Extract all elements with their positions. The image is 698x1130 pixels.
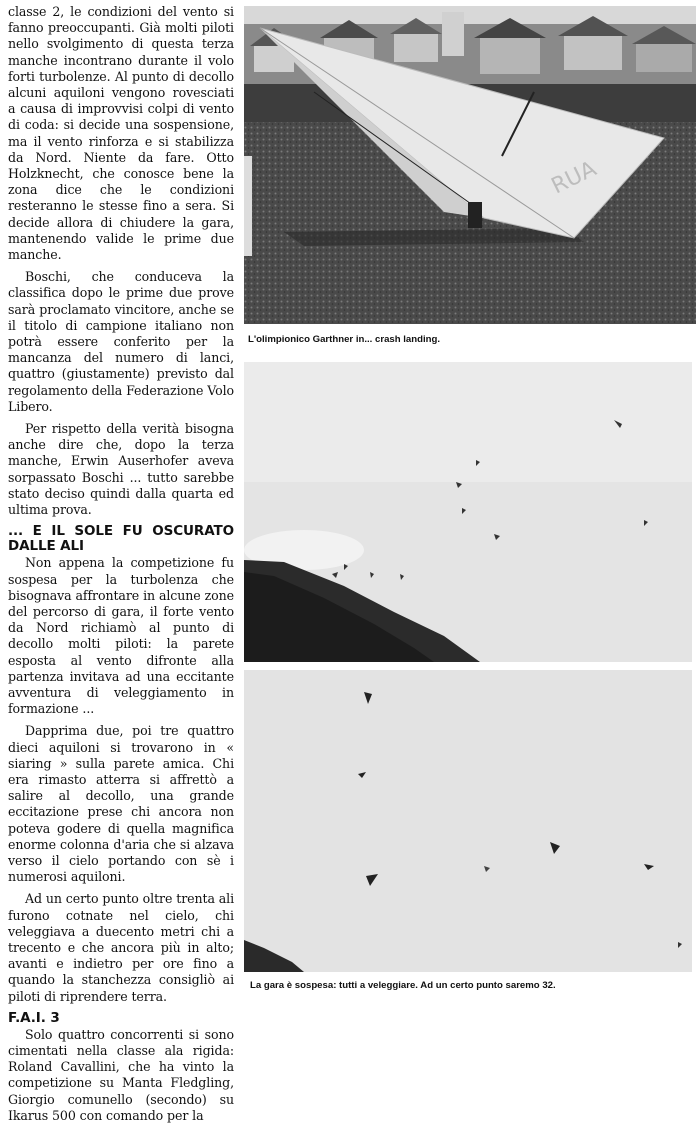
article-paragraph: Non appena la competizione fu sospesa per la turbolenza che bisognava affrontare in alcune zone del percorso di gara, il forte vento da Nord richiamò al punto di decollo molti piloti: la parete esposta al vento difronte alla partenza invitava ad una eccitante avventura di veleggiamento in formazione ... — [8, 555, 234, 717]
article-paragraph: Solo quattro concorrenti si sono cimentati nella classe ala rigida: Roland Cavallini, che ha vinto la competizione su Manta Fledgling, Giorgio comunello (secondo) su Ikarus 500 con comando per la — [8, 1026, 234, 1123]
crash-landing-photo — [244, 6, 696, 324]
article-paragraph: classe 2, le condizioni del vento si fanno preoccupanti. Già molti piloti nello svolgimento di questa terza manche incontrano durante il volo forti turbolenze. Al punto di decollo alcuni aquiloni vengono rovesciati a causa di improvvisi colpi di vento di coda: si decide una sospensione, ma il vento rinforza e si stabilizza da Nord. Niente da fare. Otto Holzknecht, che conosce bene la zona dice che le condizioni resteranno le stesse fino a sera. Si decide allora di chiudere la gara, mantenendo valide le prime due manche. — [8, 4, 234, 263]
gliders-sky-illustration — [244, 362, 692, 662]
article-paragraph: Boschi, che conduceva la classifica dopo le prime due prove sarà proclamato vincitore, anche se il titolo di campione italiano non potrà essere conferito per la mancanza del numero di lanci, quattro (giustamente) previsto dal regolamento della Federazione Volo Libero. — [8, 269, 234, 414]
top-photo-caption: L'olimpionico Garthner in... crash landing. — [248, 334, 441, 345]
article-paragraph: Dapprima due, poi tre quattro dieci aquiloni si trovarono in « siaring » sulla parete amica. Chi era rimasto atterra si affrettò a salire al decollo, una grande eccitazione prese chi ancora non poteva godere di quella magnifica enorme colonna d'aria che si alzava verso il cielo portando con sè i numerosi aquiloni. — [8, 723, 234, 885]
article-paragraph: Per rispetto della verità bisogna anche dire che, dopo la terza manche, Erwin Auserhofer aveva sorpassato Boschi ... tutto sarebbe stato deciso quindi dalla quarta ed ultima prova. — [8, 421, 234, 518]
article-paragraph: Ad un certo punto oltre trenta ali furono cotnate nel cielo, chi veleggiava a duecento metri chi a trecento e che ancora più in alto; avanti e indietro per ore fino a quando la stanchezza consigliò ai piloti di riprendere terra. — [8, 891, 235, 1004]
section-heading: F.A.I. 3 — [8, 1009, 60, 1026]
bottom-photo-caption: La gara è sospesa: tutti a veleggiare. Ad un certo punto saremo 32. — [250, 980, 556, 991]
gliders-sky-photo — [244, 362, 692, 662]
section-heading: ... E IL SOLE FU OSCURATO DALLE ALI — [8, 523, 234, 555]
glider-wing-text: RUA — [547, 156, 601, 200]
article-column — [8, 4, 234, 1130]
crash-landing-illustration — [244, 6, 696, 324]
gliders-sky-illustration-2 — [244, 670, 692, 972]
gliders-sky-photo-2 — [244, 670, 692, 972]
